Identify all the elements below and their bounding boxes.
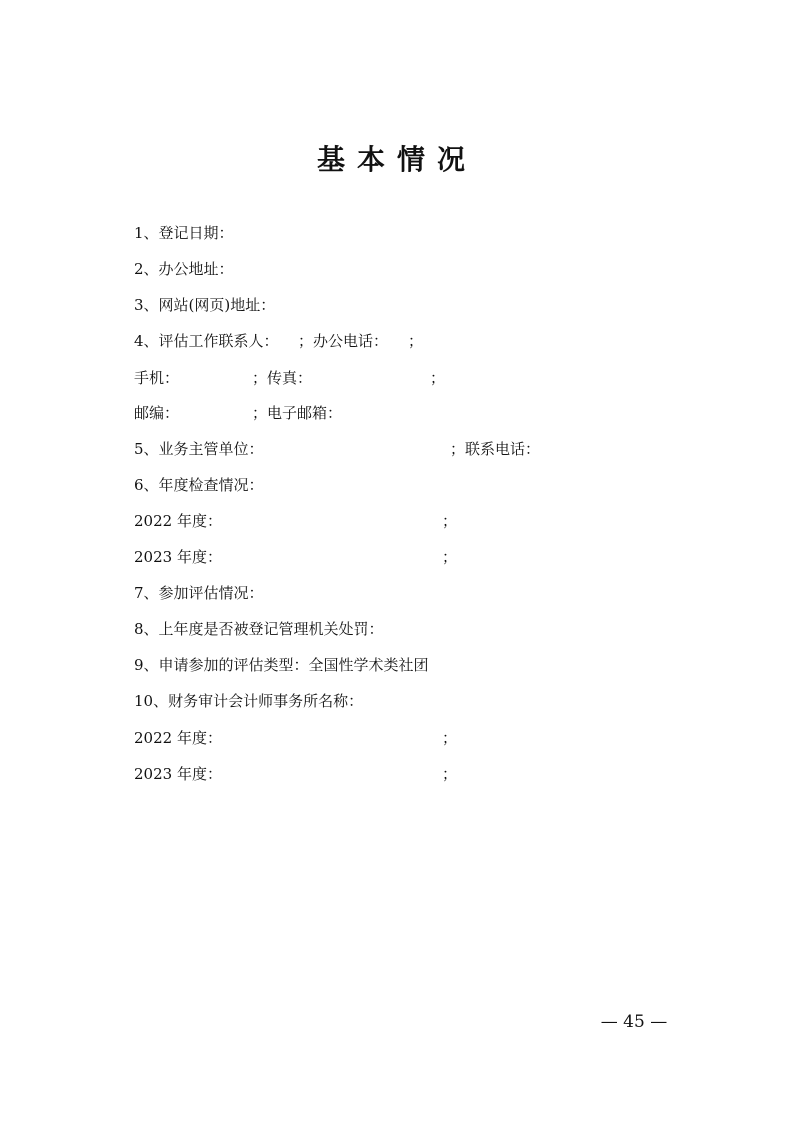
annual-inspection-label: 6、年度检查情况：: [134, 476, 264, 494]
audit-2022-label: 2022 年度：: [134, 729, 222, 747]
fax-label: ；传真：: [252, 369, 313, 387]
fax-line-end: ；: [430, 369, 446, 387]
contact-line-end: ；: [408, 332, 424, 350]
postcode-label: 邮编：: [134, 404, 180, 422]
mobile-label: 手机：: [134, 369, 180, 387]
evaluation-type-label: 9、申请参加的评估类型：全国性学术类社团: [134, 656, 429, 674]
inspection-2023-end: ；: [442, 548, 458, 566]
page-number: — 45 —: [600, 1012, 668, 1032]
evaluation-participation-label: 7、参加评估情况：: [134, 584, 264, 602]
office-address-label: 2、办公地址：: [134, 260, 234, 278]
contact-person-label: 4、评估工作联系人：: [134, 332, 279, 350]
office-phone-label: ；办公电话：: [298, 332, 389, 350]
supervisor-phone-label: ；联系电话：: [450, 440, 541, 458]
audit-2022-end: ；: [442, 729, 458, 747]
audit-2023-label: 2023 年度：: [134, 765, 222, 783]
email-label: ；电子邮箱：: [252, 404, 343, 422]
inspection-2022-end: ；: [442, 512, 458, 530]
supervisor-label: 5、业务主管单位：: [134, 440, 264, 458]
page-title: 基本情况: [316, 143, 477, 176]
penalty-label: 8、上年度是否被登记管理机关处罚：: [134, 620, 384, 638]
website-label: 3、网站(网页)地址：: [134, 296, 276, 314]
inspection-2022-label: 2022 年度：: [134, 512, 222, 530]
audit-firm-label: 10、财务审计会计师事务所名称：: [134, 692, 364, 710]
audit-2023-end: ；: [442, 765, 458, 783]
registration-date-label: 1、登记日期：: [134, 224, 234, 242]
inspection-2023-label: 2023 年度：: [134, 548, 222, 566]
